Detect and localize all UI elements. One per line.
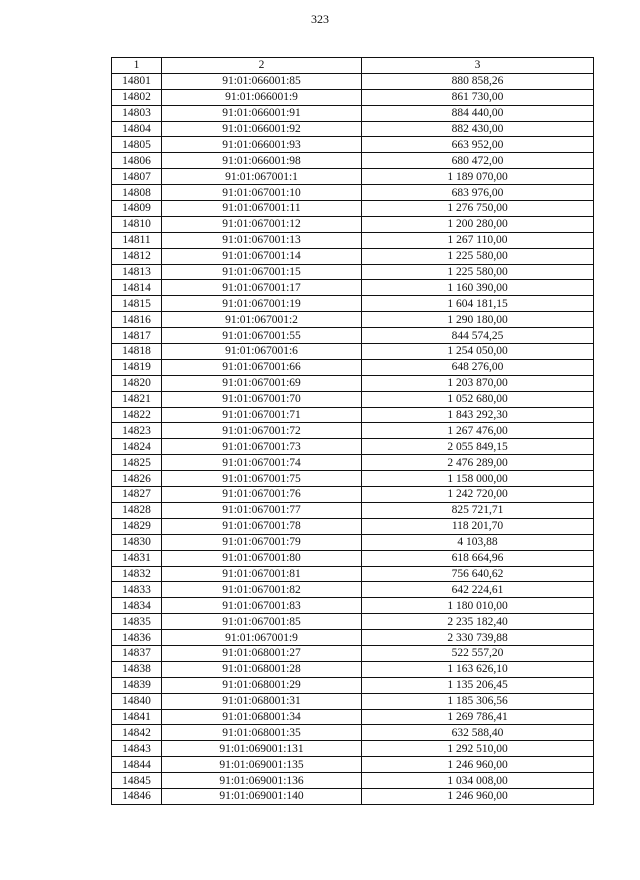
table-row [112,185,594,201]
value-cell: 642 224,61 [362,582,594,598]
table-row [112,471,594,487]
row-number-cell: 14812 [112,248,162,264]
table-row [112,439,594,455]
cadastral-number-cell: 91:01:067001:77 [162,502,362,518]
table-row [112,614,594,630]
value-cell: 1 160 390,00 [362,280,594,296]
table-row [112,137,594,153]
value-cell: 1 292 510,00 [362,741,594,757]
value-cell: 1 246 960,00 [362,788,594,804]
row-number-cell: 14804 [112,121,162,137]
row-number-cell: 14824 [112,439,162,455]
row-number-cell: 14832 [112,566,162,582]
table-row [112,788,594,804]
value-cell: 1 225 580,00 [362,248,594,264]
cadastral-number-cell: 91:01:067001:75 [162,471,362,487]
cadastral-number-cell: 91:01:067001:82 [162,582,362,598]
table-row [112,391,594,407]
value-cell: 2 476 289,00 [362,455,594,471]
row-number-cell: 14811 [112,232,162,248]
table-row [112,630,594,646]
row-number-cell: 14813 [112,264,162,280]
value-cell: 1 269 786,41 [362,709,594,725]
cadastral-number-cell: 91:01:067001:13 [162,232,362,248]
value-cell: 1 843 292,30 [362,407,594,423]
row-number-cell: 14846 [112,788,162,804]
cadastral-number-cell: 91:01:067001:55 [162,328,362,344]
cadastral-number-cell: 91:01:067001:85 [162,614,362,630]
column-header-2: 2 [162,58,362,74]
row-number-cell: 14828 [112,502,162,518]
cadastral-number-cell: 91:01:067001:10 [162,185,362,201]
value-cell: 1 200 280,00 [362,216,594,232]
row-number-cell: 14821 [112,391,162,407]
page-number: 323 [311,12,329,26]
value-cell: 1 163 626,10 [362,661,594,677]
table-row [112,566,594,582]
value-cell: 1 180 010,00 [362,598,594,614]
value-cell: 844 574,25 [362,328,594,344]
cadastral-number-cell: 91:01:069001:140 [162,788,362,804]
row-number-cell: 14822 [112,407,162,423]
table-row [112,312,594,328]
value-cell: 2 055 849,15 [362,439,594,455]
row-number-cell: 14838 [112,661,162,677]
table-row [112,359,594,375]
table-row [112,73,594,89]
row-number-cell: 14844 [112,757,162,773]
cadastral-number-cell: 91:01:069001:131 [162,741,362,757]
data-table [111,57,594,805]
table-header [112,58,594,74]
cadastral-number-cell: 91:01:068001:29 [162,677,362,693]
cadastral-number-cell: 91:01:066001:9 [162,89,362,105]
table-row [112,741,594,757]
cadastral-number-cell: 91:01:067001:9 [162,630,362,646]
table-row [112,232,594,248]
value-cell: 4 103,88 [362,534,594,550]
row-number-cell: 14837 [112,645,162,661]
table-row [112,105,594,121]
table-body [112,73,594,804]
row-number-cell: 14801 [112,73,162,89]
value-cell: 861 730,00 [362,89,594,105]
row-number-cell: 14814 [112,280,162,296]
table-row [112,201,594,217]
value-cell: 882 430,00 [362,121,594,137]
row-number-cell: 14805 [112,137,162,153]
row-number-cell: 14806 [112,153,162,169]
row-number-cell: 14817 [112,328,162,344]
cadastral-number-cell: 91:01:067001:73 [162,439,362,455]
row-number-cell: 14829 [112,518,162,534]
table-row [112,661,594,677]
value-cell: 1 604 181,15 [362,296,594,312]
table-row [112,534,594,550]
row-number-cell: 14809 [112,201,162,217]
row-number-cell: 14831 [112,550,162,566]
table-row [112,264,594,280]
column-header-1: 1 [112,58,162,74]
table-row [112,423,594,439]
cadastral-number-cell: 91:01:068001:28 [162,661,362,677]
value-cell: 1 052 680,00 [362,391,594,407]
row-number-cell: 14825 [112,455,162,471]
row-number-cell: 14830 [112,534,162,550]
value-cell: 1 276 750,00 [362,201,594,217]
table-row [112,344,594,360]
table-row [112,121,594,137]
table-row [112,709,594,725]
row-number-cell: 14815 [112,296,162,312]
table-row [112,693,594,709]
row-number-cell: 14810 [112,216,162,232]
table-row [112,296,594,312]
value-cell: 1 267 476,00 [362,423,594,439]
cadastral-number-cell: 91:01:069001:136 [162,773,362,789]
value-cell: 683 976,00 [362,185,594,201]
row-number-cell: 14807 [112,169,162,185]
header-row [112,58,594,74]
table-row [112,328,594,344]
table-row [112,89,594,105]
row-number-cell: 14841 [112,709,162,725]
cadastral-number-cell: 91:01:066001:98 [162,153,362,169]
row-number-cell: 14826 [112,471,162,487]
cadastral-number-cell: 91:01:068001:34 [162,709,362,725]
value-cell: 118 201,70 [362,518,594,534]
row-number-cell: 14839 [112,677,162,693]
value-cell: 1 254 050,00 [362,344,594,360]
row-number-cell: 14836 [112,630,162,646]
value-cell: 522 557,20 [362,645,594,661]
row-number-cell: 14845 [112,773,162,789]
value-cell: 1 189 070,00 [362,169,594,185]
cadastral-number-cell: 91:01:067001:1 [162,169,362,185]
row-number-cell: 14820 [112,375,162,391]
cadastral-number-cell: 91:01:066001:91 [162,105,362,121]
table-row [112,455,594,471]
row-number-cell: 14833 [112,582,162,598]
value-cell: 1 158 000,00 [362,471,594,487]
cadastral-number-cell: 91:01:067001:17 [162,280,362,296]
cadastral-number-cell: 91:01:066001:92 [162,121,362,137]
table-row [112,598,594,614]
row-number-cell: 14808 [112,185,162,201]
cadastral-number-cell: 91:01:067001:12 [162,216,362,232]
table-row [112,582,594,598]
table-row [112,407,594,423]
value-cell: 1 135 206,45 [362,677,594,693]
cadastral-number-cell: 91:01:067001:2 [162,312,362,328]
cadastral-number-cell: 91:01:067001:70 [162,391,362,407]
cadastral-number-cell: 91:01:067001:74 [162,455,362,471]
cadastral-number-cell: 91:01:067001:6 [162,344,362,360]
table-row [112,375,594,391]
row-number-cell: 14840 [112,693,162,709]
row-number-cell: 14818 [112,344,162,360]
table-row [112,645,594,661]
cadastral-number-cell: 91:01:067001:11 [162,201,362,217]
table-row [112,550,594,566]
value-cell: 756 640,62 [362,566,594,582]
table-row [112,487,594,503]
table-row [112,725,594,741]
table-row [112,677,594,693]
cadastral-number-cell: 91:01:067001:81 [162,566,362,582]
table-row [112,153,594,169]
cadastral-number-cell: 91:01:066001:85 [162,73,362,89]
value-cell: 825 721,71 [362,502,594,518]
row-number-cell: 14843 [112,741,162,757]
cadastral-number-cell: 91:01:068001:35 [162,725,362,741]
value-cell: 884 440,00 [362,105,594,121]
row-number-cell: 14816 [112,312,162,328]
value-cell: 1 203 870,00 [362,375,594,391]
cadastral-number-cell: 91:01:067001:69 [162,375,362,391]
value-cell: 2 330 739,88 [362,630,594,646]
column-header-3: 3 [362,58,594,74]
row-number-cell: 14835 [112,614,162,630]
value-cell: 663 952,00 [362,137,594,153]
value-cell: 1 267 110,00 [362,232,594,248]
table-row [112,502,594,518]
value-cell: 2 235 182,40 [362,614,594,630]
value-cell: 680 472,00 [362,153,594,169]
table-row [112,757,594,773]
value-cell: 618 664,96 [362,550,594,566]
cadastral-number-cell: 91:01:067001:72 [162,423,362,439]
cadastral-number-cell: 91:01:067001:15 [162,264,362,280]
table-row [112,518,594,534]
value-cell: 1 034 008,00 [362,773,594,789]
row-number-cell: 14802 [112,89,162,105]
cadastral-number-cell: 91:01:067001:66 [162,359,362,375]
value-cell: 1 242 720,00 [362,487,594,503]
cadastral-number-cell: 91:01:067001:76 [162,487,362,503]
cadastral-number-cell: 91:01:068001:31 [162,693,362,709]
row-number-cell: 14823 [112,423,162,439]
value-cell: 880 858,26 [362,73,594,89]
cadastral-number-cell: 91:01:067001:19 [162,296,362,312]
value-cell: 1 185 306,56 [362,693,594,709]
row-number-cell: 14834 [112,598,162,614]
value-cell: 1 246 960,00 [362,757,594,773]
value-cell: 632 588,40 [362,725,594,741]
row-number-cell: 14827 [112,487,162,503]
cadastral-number-cell: 91:01:067001:80 [162,550,362,566]
row-number-cell: 14803 [112,105,162,121]
table-row [112,216,594,232]
value-cell: 1 290 180,00 [362,312,594,328]
row-number-cell: 14842 [112,725,162,741]
cadastral-number-cell: 91:01:067001:79 [162,534,362,550]
table-row [112,248,594,264]
cadastral-number-cell: 91:01:067001:14 [162,248,362,264]
row-number-cell: 14819 [112,359,162,375]
cadastral-number-cell: 91:01:069001:135 [162,757,362,773]
cadastral-number-cell: 91:01:067001:71 [162,407,362,423]
cadastral-number-cell: 91:01:067001:78 [162,518,362,534]
cadastral-number-cell: 91:01:068001:27 [162,645,362,661]
table-row [112,773,594,789]
table-row [112,280,594,296]
cadastral-number-cell: 91:01:066001:93 [162,137,362,153]
value-cell: 648 276,00 [362,359,594,375]
value-cell: 1 225 580,00 [362,264,594,280]
cadastral-number-cell: 91:01:067001:83 [162,598,362,614]
table-row [112,169,594,185]
